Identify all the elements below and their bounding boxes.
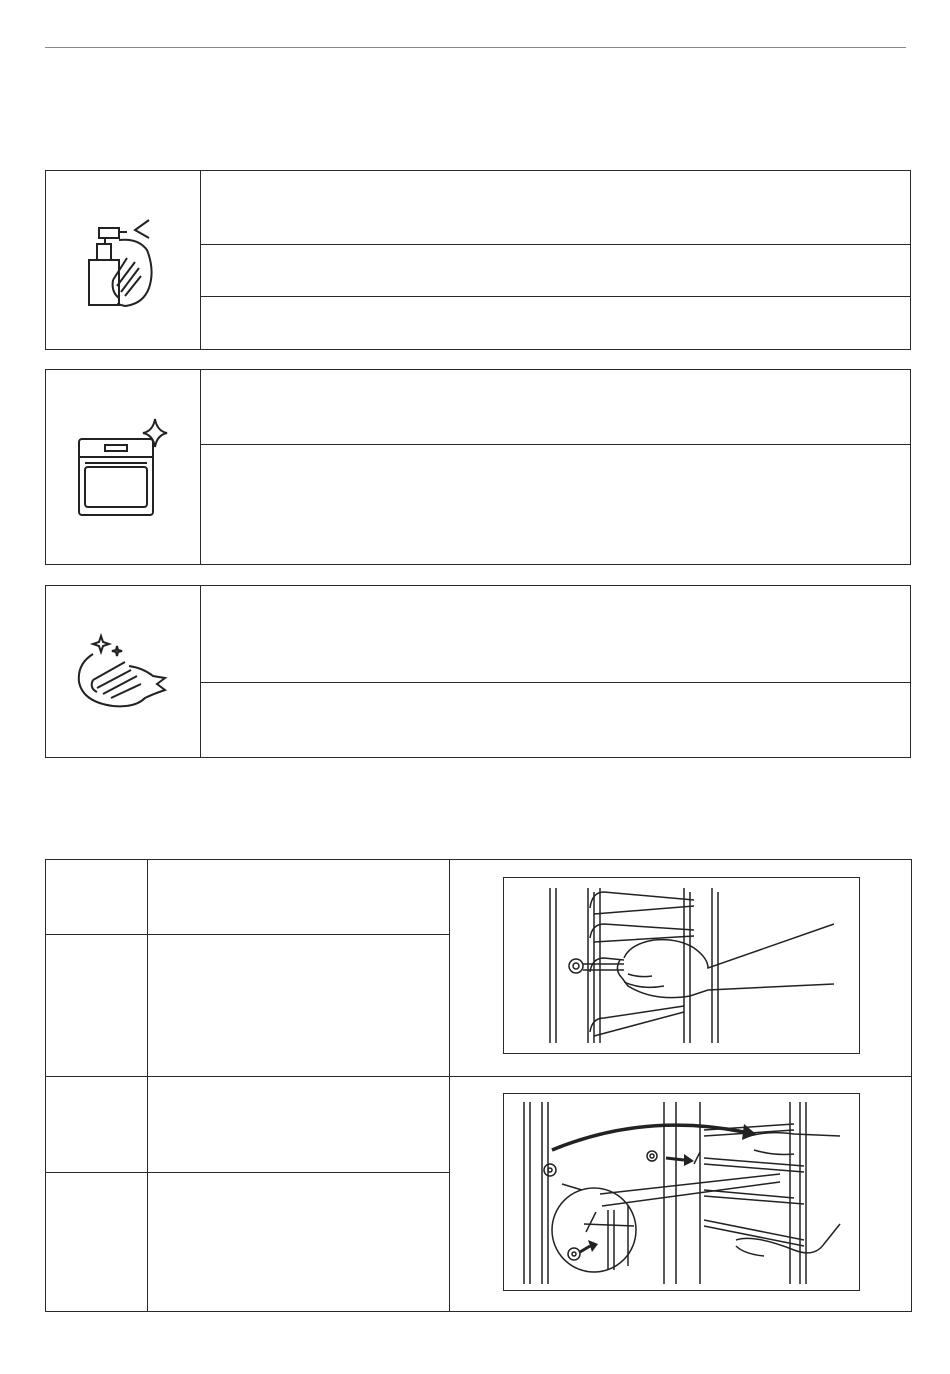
care-row bbox=[201, 171, 910, 245]
step-text-cell bbox=[147, 1076, 449, 1172]
clean-oven-icon bbox=[75, 415, 171, 519]
step-number-cell bbox=[46, 1172, 147, 1312]
column-divider bbox=[449, 860, 450, 1311]
shelf-supports-steps-table bbox=[45, 859, 912, 1312]
care-table-wiping bbox=[45, 585, 911, 758]
step-number-cell bbox=[46, 860, 147, 934]
shelf-support-removal-illustration bbox=[503, 877, 860, 1054]
spray-bottle-cloth-icon bbox=[83, 210, 163, 310]
care-row bbox=[201, 245, 910, 297]
step-text-cell bbox=[147, 1172, 449, 1312]
care-table-oven-interior bbox=[45, 369, 911, 565]
care-row bbox=[201, 297, 910, 349]
step-number-cell bbox=[46, 1076, 147, 1172]
care-icon-cell bbox=[46, 171, 201, 349]
care-table-cleaning-agents bbox=[45, 170, 911, 350]
care-row bbox=[201, 586, 910, 683]
step-text-cell bbox=[147, 934, 449, 1076]
shelf-support-install-illustration bbox=[503, 1093, 860, 1291]
care-row bbox=[201, 370, 910, 445]
step-number-cell bbox=[46, 934, 147, 1076]
care-row bbox=[201, 683, 910, 757]
care-icon-cell bbox=[46, 370, 201, 564]
care-icon-cell bbox=[46, 586, 201, 757]
header-divider bbox=[45, 47, 906, 48]
care-row bbox=[201, 445, 910, 564]
step-text-cell bbox=[147, 860, 449, 934]
hand-wipe-cloth-icon bbox=[73, 632, 173, 712]
